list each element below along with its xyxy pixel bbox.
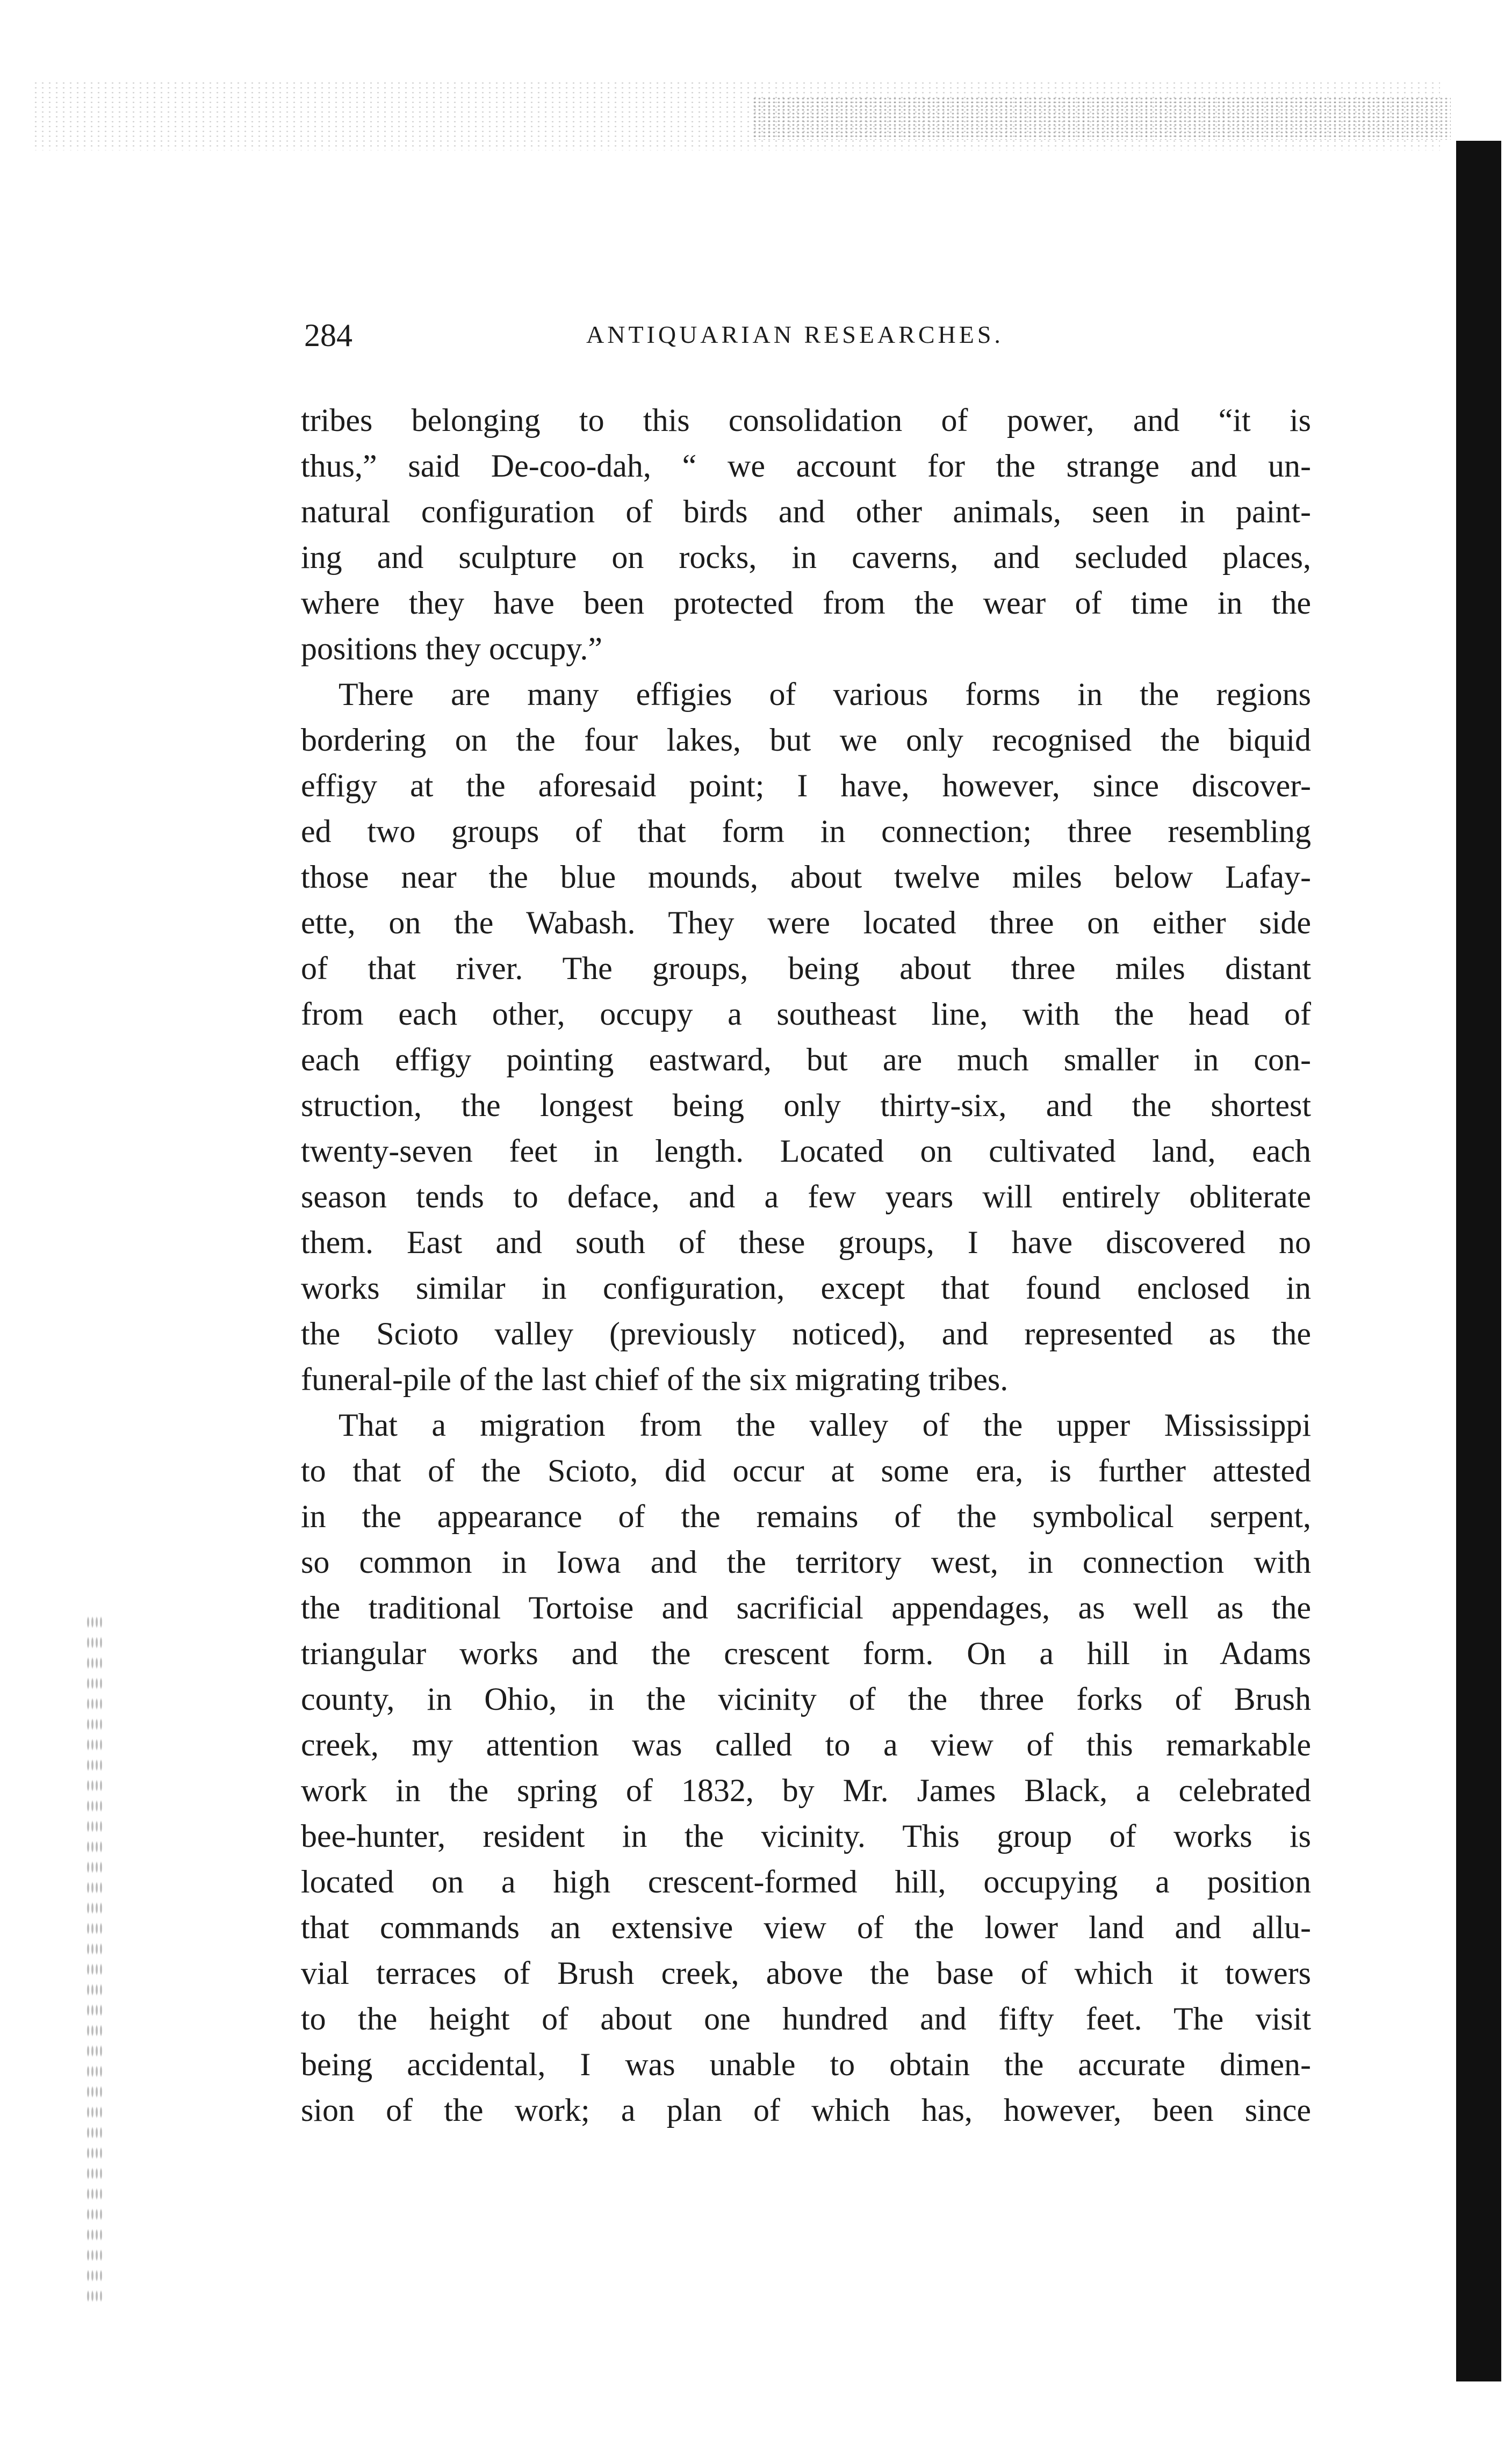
- scan-page-edge-shadow: [1456, 141, 1501, 2381]
- text-line: so common in Iowa and the territory west, in connection with: [301, 1544, 1311, 1580]
- text-line: the traditional Tortoise and sacrificial appendages, as well as the: [301, 1590, 1311, 1625]
- text-line: works similar in configuration, except that found enclosed in: [301, 1270, 1311, 1306]
- text-line: vial terraces of Brush creek, above the base of which it towers: [301, 1955, 1311, 1991]
- text-line: triangular works and the crescent form. On a hill in Adams: [301, 1636, 1311, 1671]
- text-line: being accidental, I was unable to obtain the accurate dimen-: [301, 2047, 1311, 2082]
- text-line: bordering on the four lakes, but we only recognised the biquid: [301, 722, 1311, 758]
- text-line: each effigy pointing eastward, but are much smaller in con-: [301, 1042, 1311, 1077]
- text-line: ing and sculpture on rocks, in caverns, and secluded places,: [301, 539, 1311, 575]
- text-line: county, in Ohio, in the vicinity of the three forks of Brush: [301, 1681, 1311, 1717]
- running-head: ANTIQUARIAN RESEARCHES.: [586, 321, 1004, 348]
- text-line: them. East and south of these groups, I have discovered no: [301, 1225, 1311, 1260]
- text-line: bee-hunter, resident in the vicinity. This group of works is: [301, 1818, 1311, 1854]
- scan-gutter-specks: [86, 1612, 102, 2311]
- text-line: ed two groups of that form in connection; three resembling: [301, 814, 1311, 849]
- paragraph-start-line: That a migration from the valley of the upper Mississippi: [339, 1407, 1311, 1443]
- text-line: in the appearance of the remains of the symbolical serpent,: [301, 1499, 1311, 1534]
- text-line: work in the spring of 1832, by Mr. James Black, a celebrated: [301, 1773, 1311, 1808]
- text-line: that commands an extensive view of the lower land and allu-: [301, 1910, 1311, 1945]
- text-line: twenty-seven feet in length. Located on cultivated land, each: [301, 1133, 1311, 1169]
- text-line: to the height of about one hundred and fifty feet. The visit: [301, 2001, 1311, 2037]
- text-line: creek, my attention was called to a view of this remarkable: [301, 1727, 1311, 1762]
- text-line: those near the blue mounds, about twelve miles below Lafay-: [301, 859, 1311, 895]
- text-line: where they have been protected from the wear of time in the: [301, 585, 1311, 621]
- text-line: located on a high crescent-formed hill, occupying a position: [301, 1864, 1311, 1899]
- text-line: ette, on the Wabash. They were located three on either side: [301, 905, 1311, 940]
- text-line: effigy at the aforesaid point; I have, however, since discover-: [301, 768, 1311, 803]
- page-number: 284: [304, 318, 352, 353]
- text-line: struction, the longest being only thirty-six, and the shortest: [301, 1088, 1311, 1123]
- text-line: thus,” said De-coo-dah, “ we account for the strange and un-: [301, 448, 1311, 484]
- text-line: the Scioto valley (previously noticed), and represented as the: [301, 1316, 1311, 1351]
- text-line: season tends to deface, and a few years will entirely obliterate: [301, 1179, 1311, 1214]
- text-line: of that river. The groups, being about three miles distant: [301, 951, 1311, 986]
- text-line: to that of the Scioto, did occur at some era, is further attested: [301, 1453, 1311, 1488]
- text-line: from each other, occupy a southeast line, with the head of: [301, 996, 1311, 1032]
- body-text: [301, 398, 1311, 2133]
- text-line: funeral-pile of the last chief of the six migrating tribes.: [301, 1362, 1009, 1397]
- text-line: positions they occupy.”: [301, 631, 603, 666]
- paragraph-start-line: There are many effigies of various forms in the regions: [339, 677, 1311, 712]
- text-line: tribes belonging to this consolidation of power, and “it is: [301, 402, 1311, 438]
- text-line: sion of the work; a plan of which has, however, been since: [301, 2092, 1311, 2128]
- page-header: [304, 317, 1330, 365]
- scan-edge-noise-dark: [752, 97, 1451, 140]
- text-line: natural configuration of birds and other animals, seen in paint-: [301, 494, 1311, 529]
